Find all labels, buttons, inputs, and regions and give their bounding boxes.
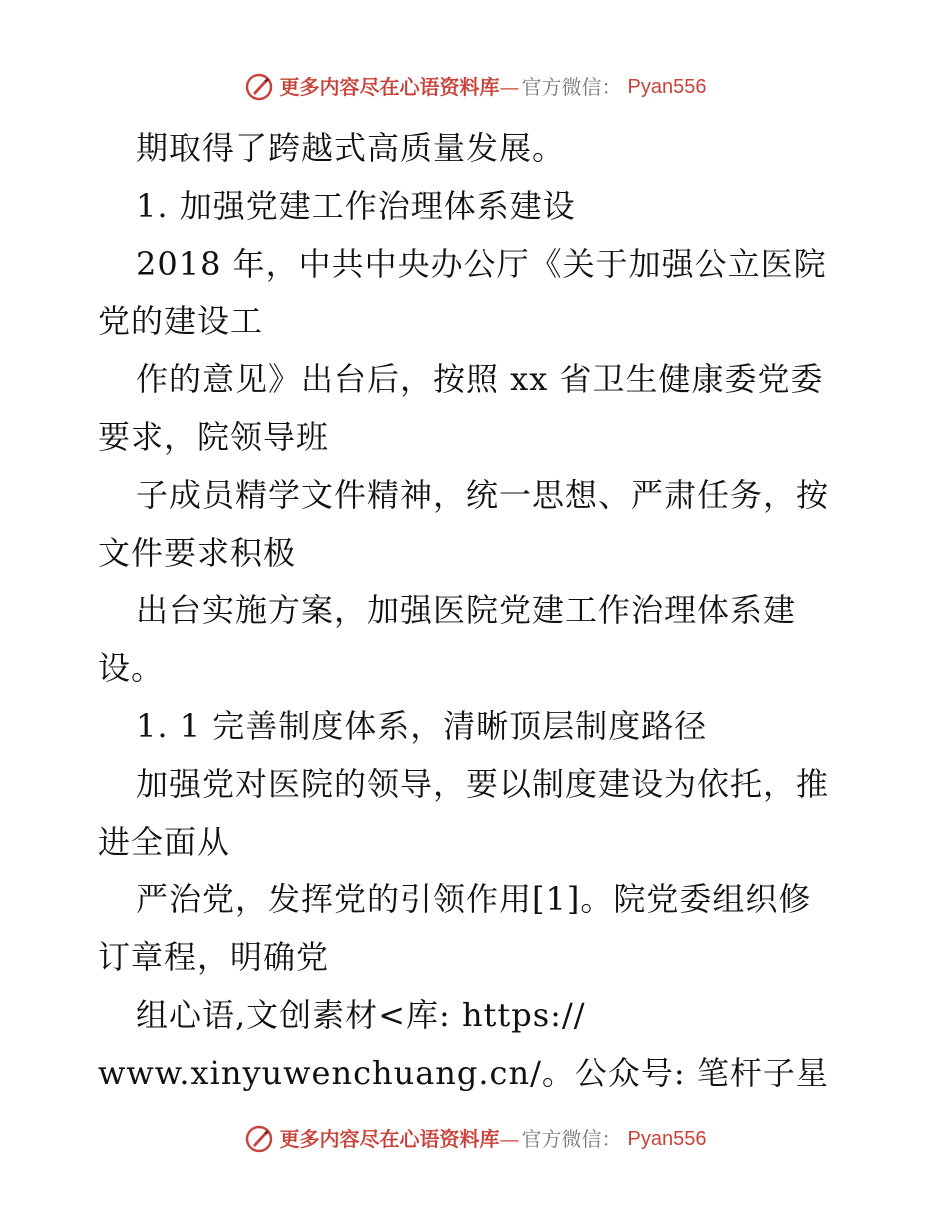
body-line: 子成员精学文件精神，统一思想、严肃任务，按: [136, 475, 830, 514]
subsection-heading: 1. 1 完善制度体系，清晰顶层制度路径: [136, 706, 708, 745]
page-header: [0, 72, 950, 102]
footer-brand-text: 更多内容尽在心语资料库: [279, 1127, 500, 1151]
body-line: 设。: [98, 649, 165, 688]
body-line: 文件要求积极: [98, 533, 297, 572]
body-line: 党的建设工: [98, 302, 264, 341]
header-dash: —: [499, 75, 520, 99]
body-line: 进全面从: [98, 822, 231, 861]
body-line: 严治党，发挥党的引领作用[1]。院党委组织修: [136, 880, 812, 919]
body-line: 作的意见》出台后，按照 xx 省卫生健康委党委: [136, 360, 824, 399]
footer-official-label: 官方微信：: [521, 1127, 622, 1151]
page-footer: [0, 1124, 950, 1154]
section-heading: 1. 加强党建工作治理体系建设: [136, 186, 576, 225]
body-line: 出台实施方案，加强医院党建工作治理体系建: [136, 591, 797, 630]
body-line: 订章程，明确党: [98, 938, 330, 977]
body-line: www.xinyuwenchuang.cn/。公众号: 笔杆子星: [98, 1053, 829, 1092]
body-line: 要求，院领导班: [98, 417, 330, 456]
body-line: 组心语,文创素材<库: https://: [136, 995, 586, 1034]
body-line: 2018 年，中共中央办公厅《关于加强公立医院: [136, 244, 827, 283]
header-brand-text: 更多内容尽在心语资料库: [279, 75, 500, 99]
body-line: 加强党对医院的领导，要以制度建设为依托，推: [136, 764, 830, 803]
pen-seal-icon: [244, 72, 274, 102]
body-line: 期取得了跨越式高质量发展。: [136, 129, 566, 167]
footer-wechat-id: Pyan556: [627, 1128, 707, 1150]
header-wechat-id: Pyan556: [627, 76, 707, 98]
footer-dash: —: [499, 1127, 520, 1151]
pen-seal-icon: [244, 1124, 274, 1154]
document-body: [98, 120, 858, 1103]
header-official-label: 官方微信：: [521, 75, 622, 99]
